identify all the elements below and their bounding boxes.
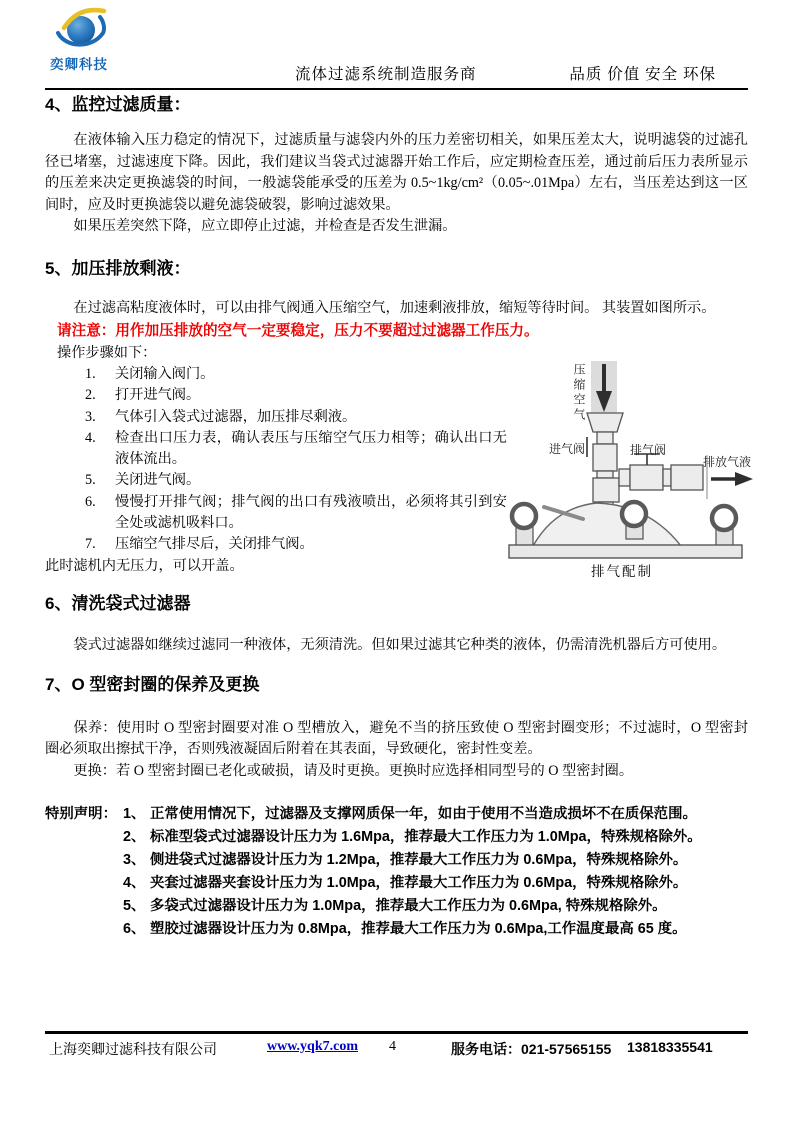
declaration-text: 正常使用情况下，过滤器及支撑网质保一年，如由于使用不当造成损坏不在质保范围。 xyxy=(150,806,697,823)
declaration-text: 多袋式过滤器设计压力为 1.0Mpa，推荐最大工作压力为 0.6Mpa, 特殊规格除外。 xyxy=(150,898,667,915)
page-number: 4 xyxy=(389,1039,396,1054)
step-item xyxy=(45,385,507,406)
section-4-paragraph-1: 在液体输入压力稳定的情况下，过滤质量与滤袋内外的压力差密切相关，如果压差太大，说明滤袋的过滤孔径已堵塞，过滤速度下降。因此，我们建议当袋式过滤器开始工作后，应定期检查压差，通过前后压力表所显示的压差来决定更换滤袋的时间，一般滤袋能承受的压差为 0.5~1kg/cm²（0.05~.01Mpa）左右，当压差达到这一区间时，应及时更换滤袋以避免滤袋破裂，影响过滤效果。 xyxy=(45,132,748,213)
declaration-number: 6、 xyxy=(123,921,146,938)
intake-valve-label: 进气阀 xyxy=(549,442,586,456)
declaration-number: 5、 xyxy=(123,898,146,915)
step-text: 压缩空气排尽后，关闭排气阀。 xyxy=(115,536,314,553)
footer-website-link[interactable]: www.yqk7.com xyxy=(267,1039,359,1054)
declaration-text: 塑胶过滤器设计压力为 0.8Mpa，推荐最大工作压力为 0.6Mpa,工作温度最高 65 度。 xyxy=(150,921,687,938)
discharge-label: 排放气液 xyxy=(703,455,752,469)
logo-text: 奕卿科技 xyxy=(50,57,108,72)
section-7-paragraph-1: 保养：使用时 O 型密封圈要对准 O 型槽放入，避免不当的挤压致使 O 型密封圈变形；不过滤时，O 型密封圈必须取出擦拭干净，否则残液凝固后附着在其表面，导致硬化，密封性变差。 xyxy=(45,719,748,758)
special-declaration xyxy=(45,803,748,941)
step-item xyxy=(45,470,507,491)
step-text: 检查出口压力表，确认表压与压缩空气压力相等；确认出口无液体流出。 xyxy=(115,429,507,468)
declaration-item xyxy=(123,849,748,872)
step-number: 4. xyxy=(85,429,96,446)
globe-logo-icon xyxy=(54,6,110,52)
declaration-item xyxy=(123,895,748,918)
footer-service-phone: 服务电话：021-57565155 xyxy=(451,1041,612,1057)
declaration-number: 2、 xyxy=(123,829,146,846)
step-text: 打开进气阀。 xyxy=(115,387,201,404)
step-number: 3. xyxy=(85,408,96,425)
declaration-number: 4、 xyxy=(123,875,146,892)
company-logo xyxy=(50,6,140,73)
declaration-text: 标准型袋式过滤器设计压力为 1.6Mpa，推荐最大工作压力为 1.0Mpa，特殊规格除外。 xyxy=(150,829,702,846)
declaration-number: 3、 xyxy=(123,852,146,869)
footer-company-name: 上海奕卿过滤科技有限公司 xyxy=(49,1043,217,1058)
header-tagline: 流体过滤系统制造服务商 xyxy=(295,66,477,83)
vent-assembly-diagram xyxy=(497,357,777,579)
section-4-title: 4、监控过滤质量： xyxy=(45,95,191,114)
section-4-paragraph-2: 如果压差突然下降，应立即停止过滤，并检查是否发生泄漏。 xyxy=(73,218,457,234)
diagram-caption: 排气配制 xyxy=(591,564,653,579)
steps-label: 操作步骤如下： xyxy=(57,344,157,361)
exhaust-valve-label: 排气阀 xyxy=(630,443,667,457)
step-number: 1. xyxy=(85,366,96,382)
declaration-label: 特别声明： xyxy=(45,806,117,823)
declaration-item xyxy=(123,826,748,849)
page-footer xyxy=(45,1031,748,1061)
pressure-warning-text: 请注意：用作加压排放的空气一定要稳定，压力不要超过过滤器工作压力。 xyxy=(57,323,539,339)
steps-list xyxy=(45,364,507,556)
step-item xyxy=(45,428,507,471)
step-number: 7. xyxy=(85,536,96,553)
step-item xyxy=(45,407,507,428)
step-item xyxy=(45,364,507,385)
declaration-item xyxy=(123,872,748,895)
step-text: 气体引入袋式过滤器，加压排尽剩液。 xyxy=(115,408,357,425)
declaration-item xyxy=(123,918,748,941)
page-header xyxy=(45,0,748,90)
step-text: 关闭输入阀门。 xyxy=(115,366,215,382)
step-number: 2. xyxy=(85,387,96,404)
section-6-title: 6、清洗袋式过滤器 xyxy=(45,594,191,614)
step-item xyxy=(45,534,507,555)
step-text: 慢慢打开排气阀；排气阀的出口有残液喷出，必须将其引到安全处或滤机吸料口。 xyxy=(115,493,507,532)
steps-closing-note: 此时滤机内无压力，可以开盖。 xyxy=(45,557,244,574)
header-slogan: 品质 价值 安全 环保 xyxy=(569,66,716,83)
section-7-paragraph-2: 更换：若 O 型密封圈已老化或破损，请及时更换。更换时应选择相同型号的 O 型密封圈。 xyxy=(73,762,634,779)
section-5-intro: 在过滤高粘度液体时，可以由排气阀通入压缩空气，加速剩液排放，缩短等待时间。 其装置如图所示。 xyxy=(73,299,716,316)
footer-mobile-phone: 13818335541 xyxy=(627,1039,713,1055)
declaration-text: 夹套过滤器夹套设计压力为 1.0Mpa，推荐最大工作压力为 0.6Mpa，特殊规格除外。 xyxy=(150,875,688,892)
section-7-title: 7、O 型密封圈的保养及更换 xyxy=(45,674,260,694)
step-number: 6. xyxy=(85,493,96,510)
section-5-title: 5、加压排放剩液： xyxy=(45,258,191,278)
declaration-items xyxy=(123,803,748,941)
declaration-number: 1、 xyxy=(123,806,146,823)
declaration-item xyxy=(123,803,748,826)
declaration-text: 侧进袋式过滤器设计压力为 1.2Mpa，推荐最大工作压力为 0.6Mpa，特殊规格除外。 xyxy=(150,852,688,869)
step-item xyxy=(45,492,507,535)
compressed-air-label: 压缩空气 xyxy=(572,363,586,423)
step-text: 关闭进气阀。 xyxy=(115,472,201,489)
step-number: 5. xyxy=(85,472,96,489)
section-6-paragraph: 袋式过滤器如继续过滤同一种液体，无须清洗。但如果过滤其它种类的液体，仍需清洗机器后方可使用。 xyxy=(73,637,727,654)
